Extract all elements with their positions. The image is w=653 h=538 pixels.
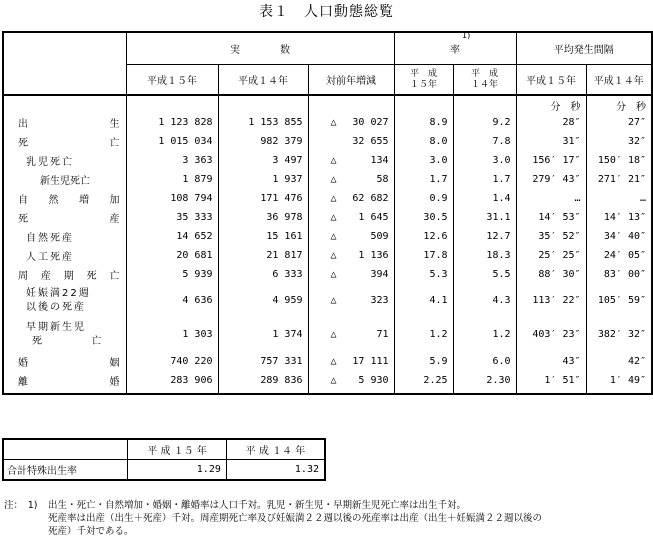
row-label <box>4 134 126 149</box>
units-blank <box>453 95 516 113</box>
row-label-char: 婚 <box>18 358 28 369</box>
page-title: 表１ 人口動態総覧 <box>259 4 394 20</box>
row-label-char: 姻 <box>109 358 120 369</box>
header-corner <box>3 32 126 65</box>
units-blank <box>126 95 218 113</box>
value-y14: 1 153 855 <box>218 113 308 132</box>
header-rate15-line2: １５年 <box>410 79 438 90</box>
interval-14: 24′ 05″ <box>586 246 652 265</box>
diff-value: 17 111 <box>352 356 389 367</box>
row-label <box>4 354 126 369</box>
row-label <box>4 191 126 206</box>
row-label-char: 周 <box>18 271 28 282</box>
diff-value: 1 136 <box>358 250 389 261</box>
diff-value: 30 027 <box>352 117 389 128</box>
header-jisu: 実 数 <box>126 32 394 65</box>
row-label-char: 死 <box>18 214 28 225</box>
value-diff <box>308 317 394 352</box>
row-label-char: 出 <box>18 119 28 130</box>
interval-15: 14′ 53″ <box>516 208 586 227</box>
row-label <box>4 287 126 315</box>
rate-14: 6.0 <box>453 352 516 371</box>
value-diff <box>308 284 394 317</box>
rate-15: 12.6 <box>394 227 453 246</box>
tfr-label: 合計特殊出生率 <box>7 466 77 477</box>
interval-15: 25′ 25″ <box>516 246 586 265</box>
interval-14: 32″ <box>586 132 652 151</box>
value-diff <box>308 246 394 265</box>
decrease-mark: △ <box>330 174 337 185</box>
rate-14: 7.8 <box>453 132 516 151</box>
row-label-char: 亡 <box>109 138 120 149</box>
interval-14: 42″ <box>586 352 652 371</box>
rate-15: 8.0 <box>394 132 453 151</box>
value-y14: 15 161 <box>218 227 308 246</box>
decrease-mark: △ <box>330 329 337 340</box>
decrease-mark: △ <box>330 155 337 166</box>
vital-statistics-table <box>2 31 653 395</box>
table-row <box>3 317 652 352</box>
value-y15: 3 363 <box>126 151 218 170</box>
tfr-header-14: 平 成 １４ 年 <box>226 439 325 460</box>
row-label-char: 自 <box>18 195 28 206</box>
row-label-char: 然 <box>48 195 59 206</box>
tfr-value-14: 1.32 <box>226 460 325 481</box>
interval-15: 28″ <box>516 113 586 132</box>
units-blank <box>394 95 453 113</box>
interval-14: 14′ 13″ <box>586 208 652 227</box>
interval-15: 31″ <box>516 132 586 151</box>
value-y15: 283 906 <box>126 371 218 390</box>
interval-14: 105′ 59″ <box>586 284 652 317</box>
rate-14: 2.30 <box>453 371 516 390</box>
value-y15: 1 879 <box>126 170 218 189</box>
value-y15: 4 636 <box>126 284 218 317</box>
footnote <box>4 499 649 538</box>
interval-14: 382′ 32″ <box>586 317 652 352</box>
row-label <box>4 229 126 244</box>
header-int14: 平成１４年 <box>586 65 652 96</box>
value-y14: 1 374 <box>218 317 308 352</box>
header-y15: 平成１５年 <box>126 65 218 96</box>
row-label <box>4 153 126 168</box>
diff-value: 58 <box>376 174 389 185</box>
header-rate <box>394 32 516 65</box>
row-label-char: 期 <box>63 271 74 282</box>
rate-14: 1.4 <box>453 189 516 208</box>
value-y14: 6 333 <box>218 265 308 284</box>
value-y15: 740 220 <box>126 352 218 371</box>
tfr-table <box>2 438 326 481</box>
rate-15: 0.9 <box>394 189 453 208</box>
interval-15: 279′ 43″ <box>516 170 586 189</box>
header-diff: 対前年増減 <box>308 65 394 96</box>
diff-value: 323 <box>370 295 389 306</box>
table-row <box>3 352 652 371</box>
row-label-line2-a: 死 <box>32 335 44 347</box>
row-label-line1: 早期新生児 <box>26 321 86 333</box>
value-y15: 35 333 <box>126 208 218 227</box>
rate-15: 2.25 <box>394 371 453 390</box>
decrease-mark: △ <box>330 231 337 242</box>
rate-15: 5.9 <box>394 352 453 371</box>
table-row <box>3 265 652 284</box>
rate-footnote-marker: 1) <box>462 31 471 40</box>
table-bottom-padding <box>3 390 652 394</box>
footnote-line3: 死産）千対である。 <box>48 526 134 537</box>
decrease-mark: △ <box>330 269 337 280</box>
row-label <box>4 321 126 349</box>
row-label-text: 新生児死亡 <box>40 176 90 187</box>
value-diff <box>308 189 394 208</box>
row-label <box>4 267 126 282</box>
diff-value: 62 682 <box>352 193 389 204</box>
value-diff <box>308 151 394 170</box>
row-label-char: 死 <box>18 138 28 149</box>
row-label-text: 人工死産 <box>26 252 74 263</box>
value-y14: 171 476 <box>218 189 308 208</box>
units-blank <box>308 95 394 113</box>
header-interval: 平均発生間隔 <box>516 32 652 65</box>
value-y14: 36 978 <box>218 208 308 227</box>
row-label-char: 加 <box>109 195 120 206</box>
table-row <box>3 227 652 246</box>
row-label-line2-b: 亡 <box>91 335 104 347</box>
value-diff <box>308 132 394 151</box>
value-y14: 1 937 <box>218 170 308 189</box>
value-diff <box>308 371 394 390</box>
header-rate-label: 率 <box>450 45 461 56</box>
row-label <box>4 172 126 187</box>
value-y15: 14 652 <box>126 227 218 246</box>
rate-15: 17.8 <box>394 246 453 265</box>
row-label <box>4 115 126 130</box>
header-rate15-line1: 平 成 <box>410 68 438 79</box>
value-y14: 4 959 <box>218 284 308 317</box>
row-label <box>4 373 126 388</box>
row-label-line1: 妊娠満22週 <box>26 287 91 299</box>
header-corner-lower <box>3 65 126 96</box>
tfr-header-15: 平 成 １５ 年 <box>128 439 227 460</box>
row-label-char: 増 <box>79 195 89 206</box>
rate-15: 1.7 <box>394 170 453 189</box>
rate-14: 31.1 <box>453 208 516 227</box>
decrease-mark: △ <box>330 193 337 204</box>
value-diff <box>308 113 394 132</box>
value-y15: 20 681 <box>126 246 218 265</box>
value-diff <box>308 208 394 227</box>
row-label-text: 乳児死亡 <box>26 157 74 168</box>
row-label <box>4 248 126 263</box>
value-y14: 3 497 <box>218 151 308 170</box>
table-row <box>3 284 652 317</box>
header-y14: 平成１４年 <box>218 65 308 96</box>
rate-14: 12.7 <box>453 227 516 246</box>
table-row <box>3 113 652 132</box>
value-y14: 757 331 <box>218 352 308 371</box>
table-row <box>3 132 652 151</box>
units-blank <box>3 95 126 113</box>
diff-value: 71 <box>376 329 389 340</box>
table-row <box>3 371 652 390</box>
rate-15: 3.0 <box>394 151 453 170</box>
rate-15: 5.3 <box>394 265 453 284</box>
rate-14: 5.5 <box>453 265 516 284</box>
value-diff <box>308 265 394 284</box>
table-row <box>3 189 652 208</box>
row-label-char: 生 <box>109 119 120 130</box>
unit-label-14: 分 秒 <box>586 95 652 113</box>
header-rate14-line1: 平 成 <box>471 68 499 79</box>
value-diff <box>308 170 394 189</box>
rate-14: 1.2 <box>453 317 516 352</box>
footnote-marker: 注： 1) <box>4 500 38 511</box>
decrease-mark: △ <box>330 356 337 367</box>
unit-label-15: 分 秒 <box>516 95 586 113</box>
value-y15: 5 939 <box>126 265 218 284</box>
decrease-mark: △ <box>330 375 337 386</box>
interval-15: … <box>516 189 586 208</box>
interval-14: 83′ 00″ <box>586 265 652 284</box>
interval-14: 27″ <box>586 113 652 132</box>
rate-15: 8.9 <box>394 113 453 132</box>
rate-15: 1.2 <box>394 317 453 352</box>
interval-15: 403′ 23″ <box>516 317 586 352</box>
rate-14: 1.7 <box>453 170 516 189</box>
value-y14: 289 836 <box>218 371 308 390</box>
footnote-line2: 死産率は出産（出生＋死産）千対。周産期死亡率及び妊娠満２２週以後の死産率は出産（出生＋妊娠満２２週以後の <box>48 513 543 524</box>
interval-15: 43″ <box>516 352 586 371</box>
value-diff <box>308 352 394 371</box>
rate-14: 18.3 <box>453 246 516 265</box>
interval-14: 34′ 40″ <box>586 227 652 246</box>
header-rate14-line2: １４年 <box>471 79 499 90</box>
row-label-line2: 以後の死産 <box>26 301 86 313</box>
value-y15: 1 123 828 <box>126 113 218 132</box>
row-label-char: 婚 <box>109 377 120 388</box>
header-rate15 <box>394 65 453 96</box>
interval-15: 113′ 22″ <box>516 284 586 317</box>
header-int15: 平成１５年 <box>516 65 586 96</box>
value-y15: 108 794 <box>126 189 218 208</box>
table-row <box>3 170 652 189</box>
tfr-corner <box>3 439 128 460</box>
table-row <box>3 208 652 227</box>
rate-14: 4.3 <box>453 284 516 317</box>
rate-14: 9.2 <box>453 113 516 132</box>
diff-value: 32 655 <box>352 136 389 147</box>
row-label-char: 産 <box>40 271 51 282</box>
interval-15: 1′ 51″ <box>516 371 586 390</box>
value-y14: 982 379 <box>218 132 308 151</box>
diff-value: 394 <box>370 269 389 280</box>
interval-15: 35′ 52″ <box>516 227 586 246</box>
row-label-char: 死 <box>86 271 97 282</box>
units-blank <box>218 95 308 113</box>
footnote-line1: 出生・死亡・自然増加・婚姻・離婚率は人口千対。乳児・新生児・早期新生児死亡率は出生千対。 <box>48 500 467 511</box>
table-row <box>3 246 652 265</box>
decrease-mark: △ <box>330 250 337 261</box>
interval-14: 150′ 18″ <box>586 151 652 170</box>
interval-15: 88′ 30″ <box>516 265 586 284</box>
value-y15: 1 303 <box>126 317 218 352</box>
row-label-text: 自然死産 <box>26 233 74 244</box>
diff-value: 1 645 <box>358 212 389 223</box>
table-row <box>3 151 652 170</box>
interval-14: 1′ 49″ <box>586 371 652 390</box>
decrease-mark: △ <box>330 295 337 306</box>
header-rate14 <box>453 65 516 96</box>
rate-15: 30.5 <box>394 208 453 227</box>
row-label-char: 離 <box>18 377 28 388</box>
value-y14: 21 817 <box>218 246 308 265</box>
row-label-char: 産 <box>109 214 120 225</box>
rate-14: 3.0 <box>453 151 516 170</box>
diff-value: 134 <box>370 155 389 166</box>
interval-14: 271′ 21″ <box>586 170 652 189</box>
value-y15: 1 015 034 <box>126 132 218 151</box>
diff-value: 509 <box>370 231 389 242</box>
rate-15: 4.1 <box>394 284 453 317</box>
row-label <box>4 210 126 225</box>
decrease-mark: △ <box>330 212 337 223</box>
diff-value: 5 930 <box>358 375 389 386</box>
decrease-mark: △ <box>330 117 337 128</box>
value-diff <box>308 227 394 246</box>
interval-14: … <box>586 189 652 208</box>
row-label-char: 亡 <box>109 271 120 282</box>
interval-15: 156′ 17″ <box>516 151 586 170</box>
tfr-value-15: 1.29 <box>128 460 227 481</box>
